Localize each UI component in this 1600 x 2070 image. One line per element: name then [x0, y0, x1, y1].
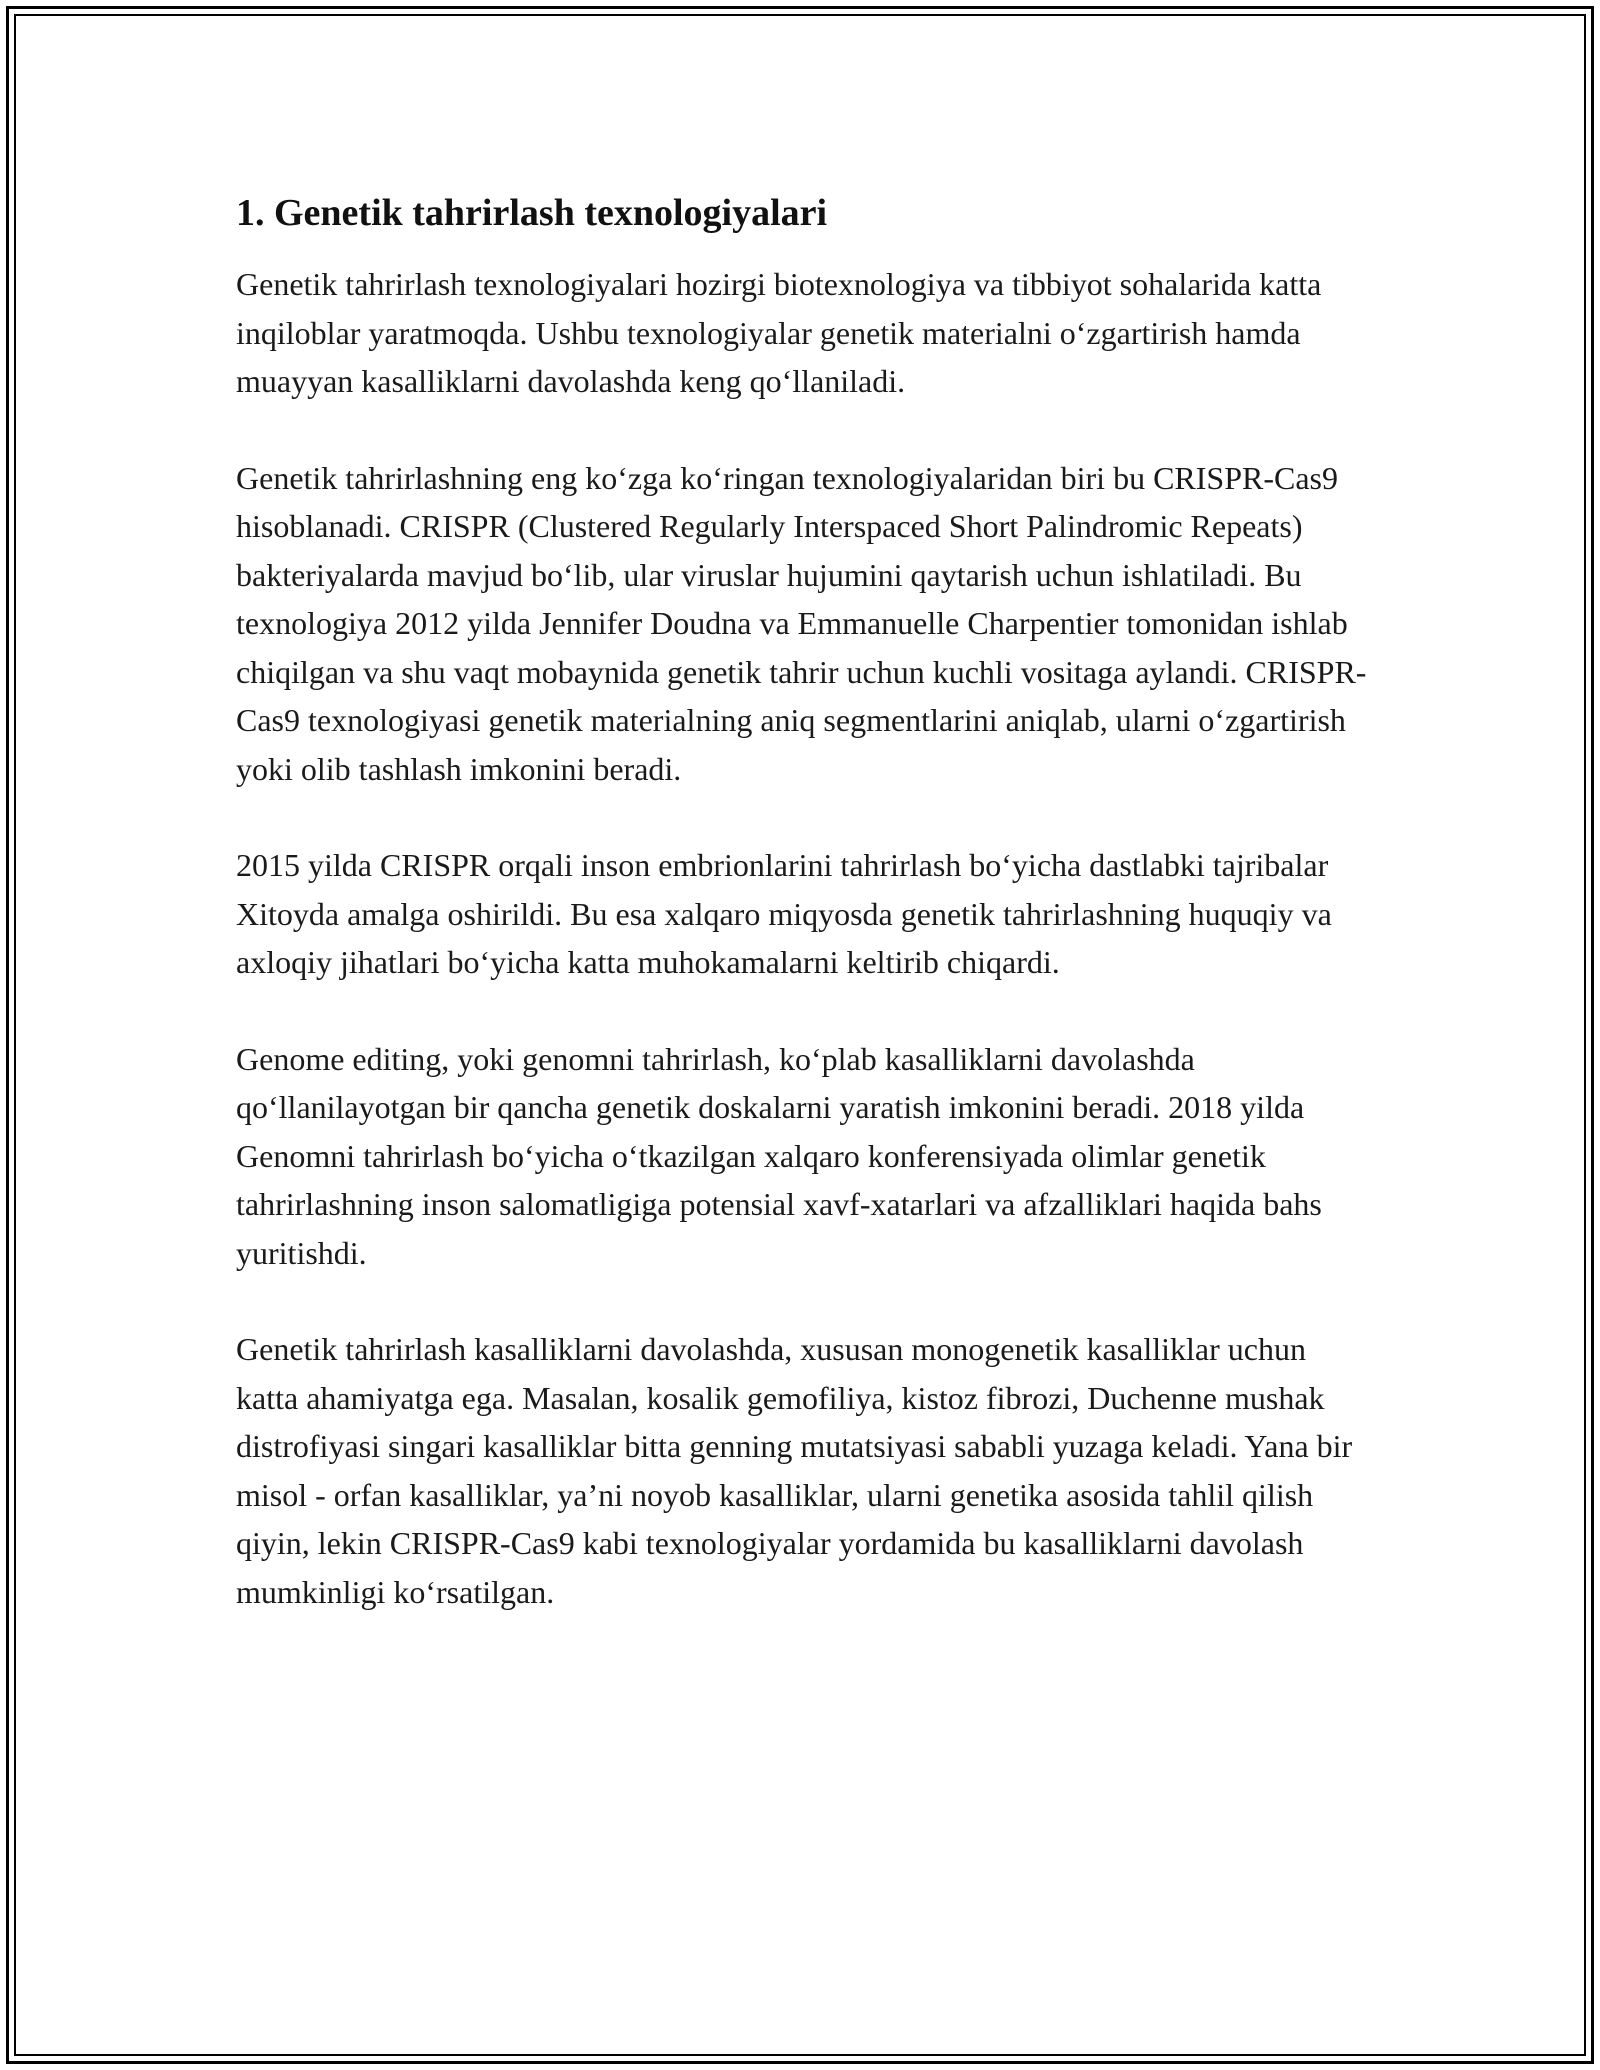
- paragraph-disease-treatment: Genetik tahrirlash kasalliklarni davolashda, xususan monogenetik kasalliklar uchun katta ahamiyatga ega. Masalan, kosalik gemofiliya, kistoz fibrozi, Duchenne mushak distrofiyasi singari kasalliklar bitta genning mutatsiyasi sababli yuzaga keladi. Yana bir misol - orfan kasalliklar, ya’ni noyob kasalliklar, ularni genetika asosida tahlil qilish qiyin, lekin CRISPR-Cas9 kabi texnologiyalar yordamida bu kasalliklarni davolash mumkinligi ko‘rsatilgan.: [236, 1331, 1353, 1610]
- paragraph-intro: Genetik tahrirlash texnologiyalari hozirgi biotexnologiya va tibbiyot sohalarida katta inqiloblar yaratmoqda. Ushbu texnologiyalar genetik materialni o‘zgartirish hamda muayyan kasalliklarni davolashda keng qo‘llaniladi.: [236, 266, 1322, 399]
- paragraph-crispr: Genetik tahrirlashning eng ko‘zga ko‘ringan texnologiyalaridan biri bu CRISPR-Cas9 hisoblanadi. CRISPR (Clustered Regularly Interspaced Short Palindromic Repeats) bakteriyalarda mavjud bo‘lib, ular viruslar hujumini qaytarish uchun ishlatiladi. Bu texnologiya 2012 yilda Jennifer Doudna va Emmanuelle Charpentier tomonidan ishlab chiqilgan va shu vaqt mobaynida genetik tahrir uchun kuchli vositaga aylandi. CRISPR-Cas9 texnologiyasi genetik materialning aniq segmentlarini aniqlab, ularni o‘zgartirish yoki olib tashlash imkonini beradi.: [236, 459, 1367, 787]
- paragraph-embryo-editing: 2015 yilda CRISPR orqali inson embrionlarini tahrirlash bo‘yicha dastlabki tajribalar Xitoyda amalga oshirildi. Bu esa xalqaro miqyosda genetik tahrirlashning huquqiy va axloqiy jihatlari bo‘yicha katta muhokamalarni keltirib chiqardi.: [236, 847, 1332, 980]
- document-body: [236, 188, 1376, 1664]
- section-heading: 1. Genetik tahrirlash texnologiyalari: [236, 192, 828, 234]
- paragraph-genome-editing: Genome editing, yoki genomni tahrirlash, ko‘plab kasalliklarni davolashda qo‘llanilayotgan bir qancha genetik doskalarni yaratish imkonini beradi. 2018 yilda Genomni tahrirlash bo‘yicha o‘tkazilgan xalqaro konferensiyada olimlar genetik tahrirlashning inson salomatligiga potensial xavf-xatarlari va afzalliklari haqida bahs yuritishdi.: [236, 1040, 1322, 1271]
